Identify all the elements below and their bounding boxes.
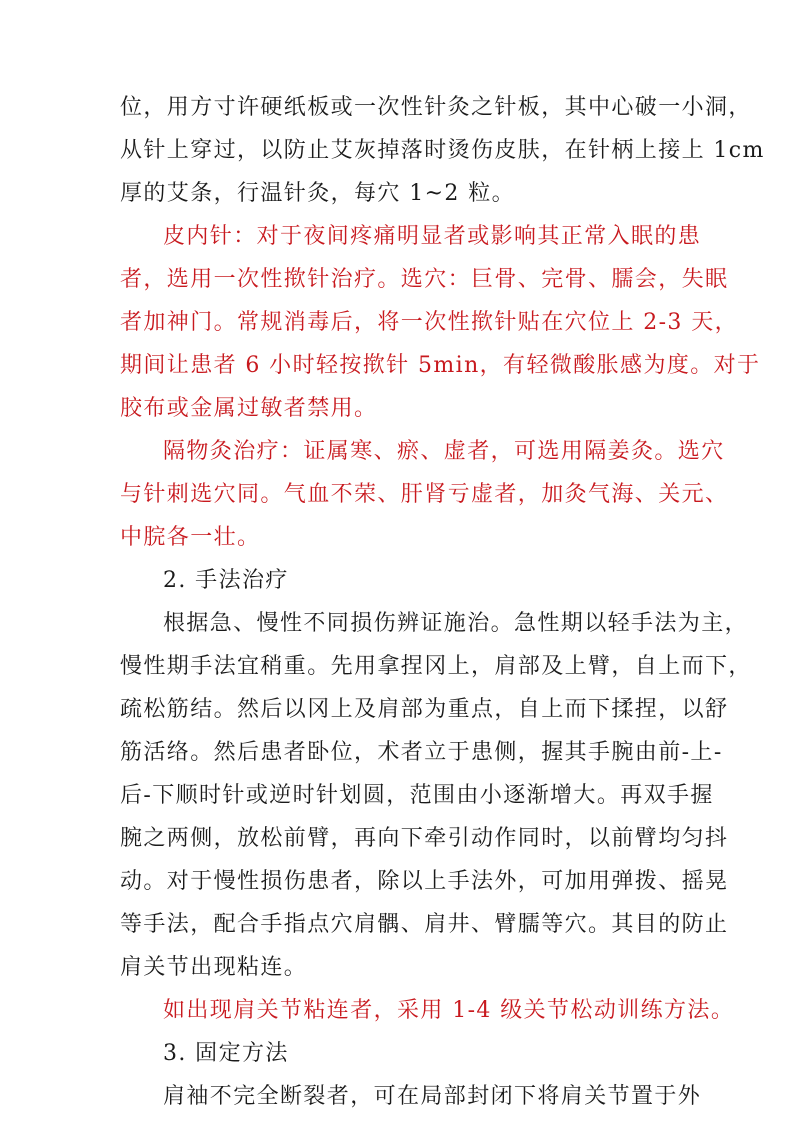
text-line: 疏松筋结。然后以冈上及肩部为重点，自上而下揉捏，以舒 [120, 697, 729, 722]
text-line: 中脘各一壮。 [120, 525, 261, 550]
text-line: 与针刺选穴同。气血不荣、肝肾亏虚者，加灸气海、关元、 [120, 482, 729, 507]
text-line: 位，用方寸许硬纸板或一次性针灸之针板，其中心破一小洞， [120, 95, 752, 120]
text-line: 根据急、慢性不同损伤辨证施治。急性期以轻手法为主， [163, 611, 749, 636]
text-line: 隔物灸治疗：证属寒、瘀、虚者，可选用隔姜灸。选穴 [163, 439, 725, 464]
text-line: 者，选用一次性揿针治疗。选穴：巨骨、完骨、臑会，失眠 [120, 267, 729, 292]
text-line: 厚的艾条，行温针灸，每穴 1~2 粒。 [120, 181, 516, 206]
section-heading: 3. 固定方法 [163, 1041, 289, 1066]
text-line: 肩袖不完全断裂者，可在局部封闭下将肩关节置于外 [163, 1084, 702, 1109]
section-heading: 2. 手法治疗 [163, 568, 289, 593]
text-line: 者加神门。常规消毒后，将一次性揿针贴在穴位上 2-3 天， [120, 310, 739, 335]
text-line: 等手法，配合手指点穴肩髃、肩井、臂臑等穴。其目的防止 [120, 912, 729, 937]
text-line: 肩关节出现粘连。 [120, 955, 308, 980]
text-line: 筋活络。然后患者卧位，术者立于患侧，握其手腕由前-上- [120, 740, 723, 765]
text-line: 动。对于慢性损伤患者，除以上手法外，可加用弹拨、摇晃 [120, 869, 729, 894]
text-line: 皮内针：对于夜间疼痛明显者或影响其正常入眠的患 [163, 224, 702, 249]
text-line: 胶布或金属过敏者禁用。 [120, 396, 378, 421]
text-line: 慢性期手法宜稍重。先用拿捏冈上，肩部及上臂，自上而下， [120, 654, 752, 679]
text-line: 如出现肩关节粘连者，采用 1-4 级关节松动训练方法。 [163, 998, 735, 1023]
text-line: 从针上穿过，以防止艾灰掉落时烫伤皮肤，在针柄上接上 1cm [120, 138, 765, 163]
text-line: 期间让患者 6 小时轻按揿针 5min，有轻微酸胀感为度。对于 [120, 353, 761, 378]
text-line: 腕之两侧，放松前臂，再向下牵引动作同时，以前臂均匀抖 [120, 826, 729, 851]
text-line: 后-下顺时针或逆时针划圆，范围由小逐渐增大。再双手握 [120, 783, 714, 808]
